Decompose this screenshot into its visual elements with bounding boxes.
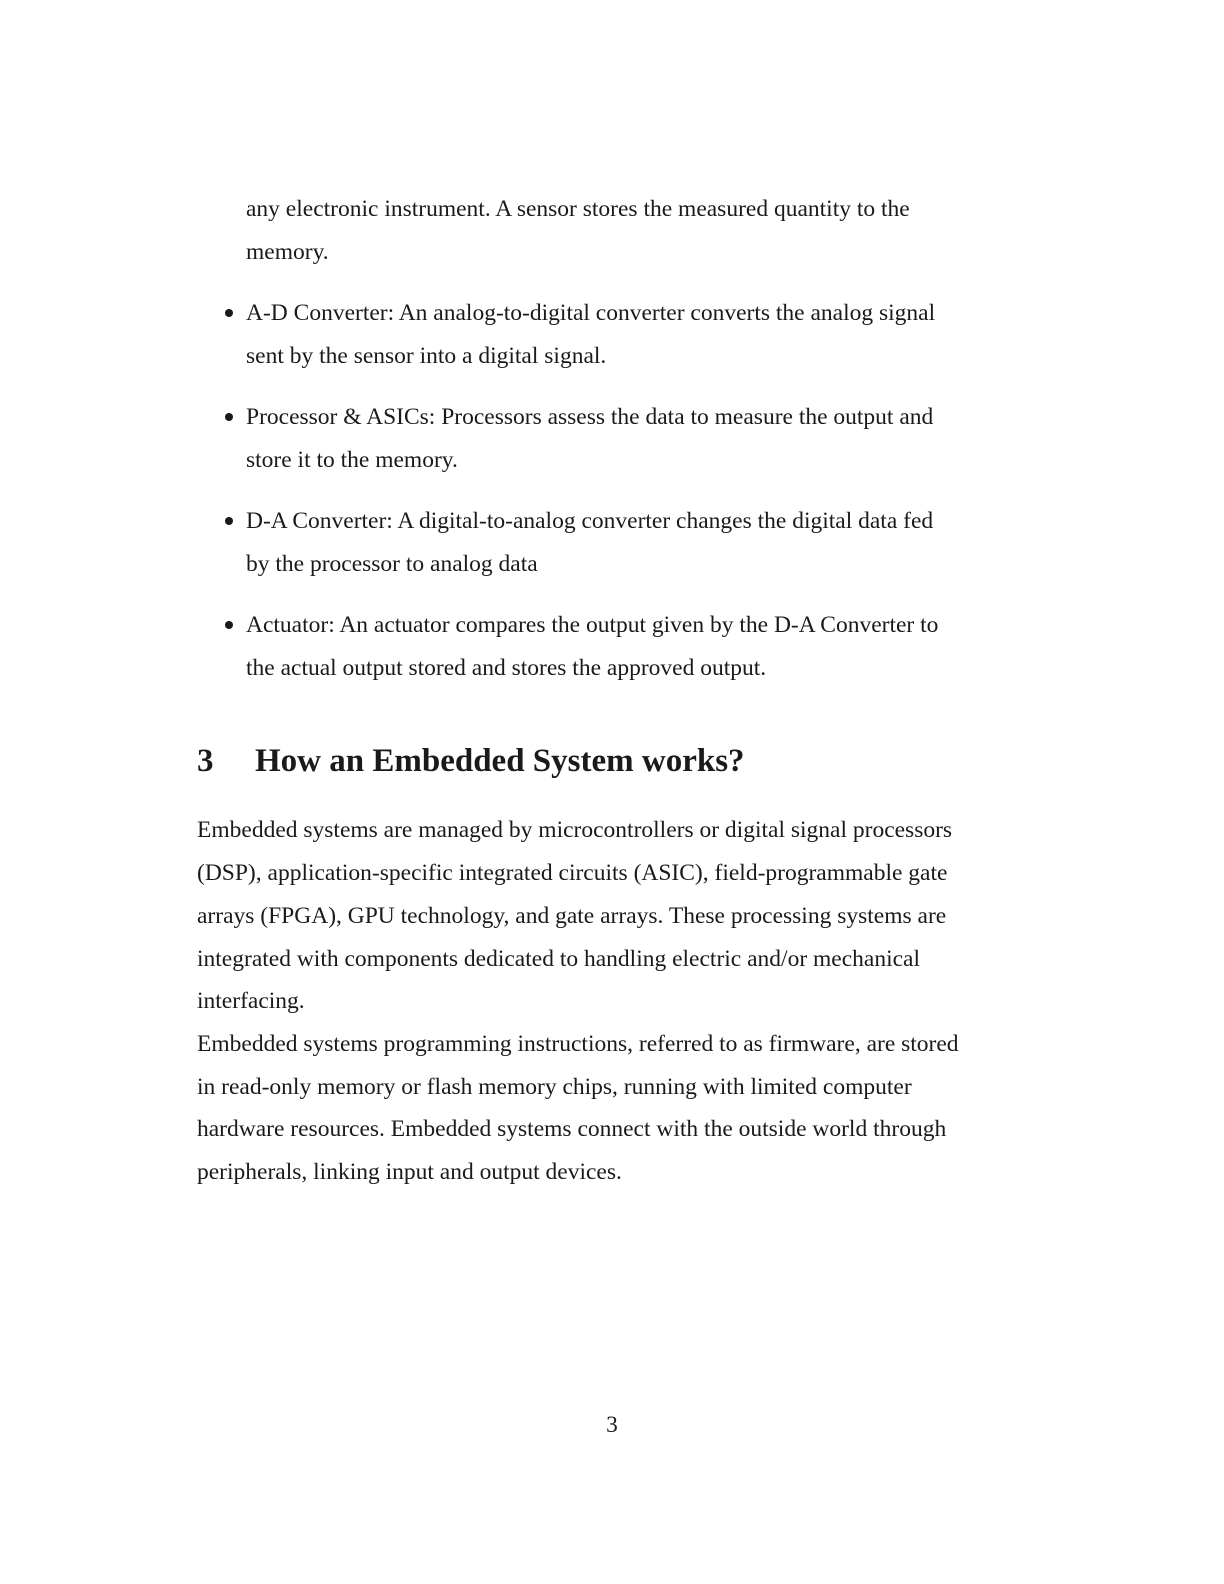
- text-line: in read-only memory or flash memory chips, running with limited computer: [197, 1074, 912, 1100]
- text-line: any electronic instrument. A sensor stores the measured quantity to the: [246, 196, 910, 222]
- text-line: integrated with components dedicated to handling electric and/or mechanical: [197, 946, 921, 972]
- text-line: Embedded systems programming instructions, referred to as firmware, are stored: [197, 1031, 959, 1057]
- text-line: peripherals, linking input and output devices.: [197, 1159, 622, 1185]
- text-line: D-A Converter: A digital-to-analog converter changes the digital data fed: [246, 508, 934, 534]
- bullet-icon: [225, 517, 233, 525]
- text-line: interfacing.: [197, 988, 305, 1014]
- text-line: arrays (FPGA), GPU technology, and gate arrays. These processing systems are: [197, 903, 947, 929]
- text-line: memory.: [246, 239, 329, 265]
- text-line: Actuator: An actuator compares the output given by the D-A Converter to: [246, 612, 939, 638]
- text-line: the actual output stored and stores the approved output.: [246, 655, 767, 681]
- bullet-icon: [225, 413, 233, 421]
- text-line: Embedded systems are managed by microcontrollers or digital signal processors: [197, 817, 953, 843]
- section-number: 3: [197, 743, 214, 779]
- text-line: sent by the sensor into a digital signal.: [246, 343, 607, 369]
- section-title: How an Embedded System works?: [255, 743, 745, 779]
- bullet-icon: [225, 309, 233, 317]
- text-line: Processor & ASICs: Processors assess the data to measure the output and: [246, 404, 934, 430]
- page-number: 3: [606, 1412, 618, 1438]
- text-line: A-D Converter: An analog-to-digital converter converts the analog signal: [246, 300, 936, 326]
- text-line: store it to the memory.: [246, 447, 458, 473]
- text-line: (DSP), application-specific integrated circuits (ASIC), field-programmable gate: [197, 860, 948, 886]
- text-line: by the processor to analog data: [246, 551, 538, 577]
- bullet-icon: [225, 621, 233, 629]
- text-line: hardware resources. Embedded systems connect with the outside world through: [197, 1116, 947, 1142]
